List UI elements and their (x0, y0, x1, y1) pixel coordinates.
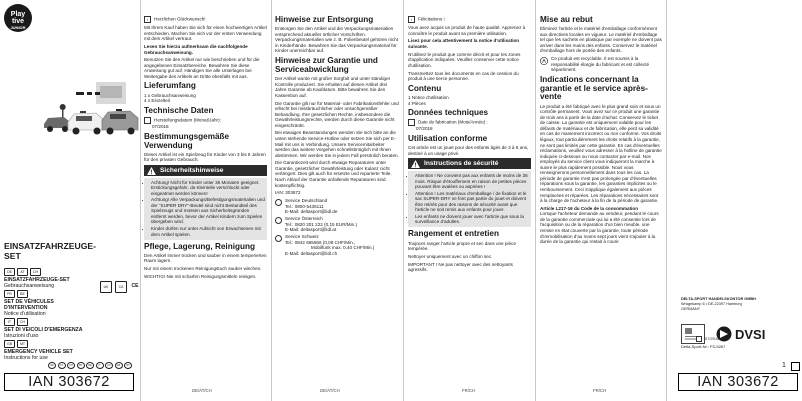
fr-title-1: SET DE VÉHICULES (4, 299, 54, 305)
fr-subtitle: Notice d'utilisation (4, 311, 46, 317)
lang-icon: FR (77, 362, 85, 369)
conformity-marks (100, 281, 140, 293)
playtive-logo (3, 3, 33, 33)
column-de-2 (275, 16, 399, 258)
de-title: EINSATZFAHRZEUGE-SET (4, 277, 70, 283)
ian-label: IAN: 303672 (275, 190, 301, 196)
flag-icon-de: DE (4, 268, 15, 276)
column-de-1 (144, 16, 267, 282)
info-icon: i (408, 16, 415, 23)
lang-icons-gb (4, 340, 138, 348)
warranty-text: Die Garantiezeit wird durch etwaige Reparaturen unter Garantie, gesetzlicher Gewährleistung oder Kulanz nicht verlängert. Dies gilt auch für ersetzte und reparierte Teile. Nach Ablauf der Garantie anfallende Reparaturen sind kostenpflichtig. (275, 160, 392, 188)
cover-ian: IAN 303672 (4, 373, 134, 391)
warranty-article-heading: Article L217-16 du Code de la consommation (540, 205, 639, 211)
warranty-text: Le produit a été fabriqué avec le plus grand soin et sous un contrôle permanent. Vous avez sur ce produit une garantie de trois ans à partir de la date d'achat. Conservez le ticket de caisse. La garantie est uniquement valable pour les défauts de matériaux et de fabrication, elle perd sa validité en cas de maniement incorrect ou non conforme. Vos droits légaux, tout particulièrement les droits relatifs à la garantie, ne sont pas limités par cette garantie. En cas d'éventuelles réclamations, veuillez vous adresser à la hotline de garantie indiquée ci-dessous ou nous contacter par e-mail. Nos employés du service client vous indiqueront la marche à suivre le plus rapidement possible. Nous vous renseignerons personnellement dans tous les cas. La période de garantie n'est pas prolongée par d'éventuelles réparations sous la garantie, les garanties implicites ou le remboursement. Ceci s'applique également aux pièces remplacées et réparées. Les réparations nécessaires sont à la charge de l'acheteur à la fin de la période de garantie. (540, 103, 662, 204)
intro-text-2: N'utilisez le produit que comme décrit et pour les zones d'application indiquées. Veuillez conserver cette notice d'utilisation. (408, 51, 521, 68)
warning-item: • Attention ! Ne convient pas aux enfants de moins de 36 mois. Risque d'étouffement en raison de petites pièces pouvant être avalées ou aspirées ! (415, 173, 529, 190)
heading-bestimmung: Bestimmungsgemäße Verwendung (144, 131, 230, 150)
intro-text-2: Benutzen Sie den Artikel nur wie beschrieben und für die angegebenen Einsatzbereiche. Bewahren Sie diese Anweisung gut auf. Händigen Sie alle Unterlagen bei Weitergabe des Artikels an Dritte ebenfalls mit aus. (144, 57, 260, 79)
ca-mark-icon: CA (115, 281, 127, 293)
fold-label: FR/CH (593, 388, 607, 393)
heading-donnees: Données techniques (408, 108, 489, 118)
heading-entsorgung: Hinweise zur Entsorgung (275, 15, 374, 24)
warning-heading: Sicherheitshinweise (160, 166, 224, 174)
globe-icon (275, 199, 282, 206)
heading-garantie: Hinweise zur Garantie und Serviceabwicklung (275, 56, 378, 74)
info-icon: i (144, 16, 151, 23)
warning-item: • Achtung! Nicht für Kinder unter 36 Monaten geeignet. Erstickungsgefahr, da Kleinteile verschluckt oder eingeatmet werden können! (151, 180, 265, 197)
service-mail: E-Mail: deltasport@lidl.ch (285, 250, 338, 256)
care-text: Den Artikel immer trocken und sauber in einem temperierten Raum lagern. (144, 252, 267, 264)
intended-use-text: Cet article est un jouet pour des enfants âgés de 3 à 8 ans, destiné à un usage privé. (408, 145, 529, 156)
intro-bold: Lesen Sie hierzu aufmerksam die nachfolgende Gebrauchsanweisung. (144, 44, 248, 55)
company-country: GERMANY (681, 307, 701, 311)
fold-label: DE/AT/CH (320, 388, 340, 393)
company-address: Wragekamp 6 • DE-22397 Hamburg (681, 302, 742, 306)
care-text: WICHTIG! Nie mit scharfen Reinigungsmitteln reinigen. (144, 273, 257, 279)
heading-mise-au-rebut: Mise au rebut (540, 15, 593, 24)
heading-contenu: Contenu (408, 83, 442, 93)
heading-utilisation: Utilisation conforme (408, 133, 488, 143)
scope-item: 1 Notice d'utilisation (408, 94, 449, 100)
cover-title-line1: EINSATZFAHRZEUGE- (4, 241, 96, 251)
flag-icon-ch: CH (30, 268, 41, 276)
lang-icon: DE (48, 362, 56, 369)
globe-icon (275, 235, 282, 242)
lang-icon: IT (96, 362, 104, 369)
fold-line (535, 0, 536, 401)
service-ch (275, 234, 399, 256)
it-subtitle: Istruzioni d'uso (4, 333, 39, 339)
warranty-article-text: Lorsque l'acheteur demande au vendeur, pendant le cours de la garantie commerciale qui lui a été consentie lors de l'acquisition ou de la réparation d'un bien meuble, une remise en état couverte par la garantie, toute période d'immobilisation d'au moins sept jours vient s'ajouter à la durée de la garantie qui restait à courir. (540, 211, 659, 245)
cover-title (4, 241, 138, 261)
warranty-text: Bei etwaigen Beanstandungen wenden Sie sich bitte an die unten stehende Service-Hotline oder setzen Sie sich per E-Mail mit uns in Verbindung. Unsere Servicemitarbeiter werden das weitere Vorgehen schnellstmöglich mit Ihnen abstimmen. Wir werden Sie in jedem Fall persönlich beraten. (275, 130, 399, 158)
heading-rangement: Rangement et entretien (408, 229, 499, 239)
back-ian: IAN 303672 (678, 373, 798, 391)
ukca-mark-icon: UK (100, 281, 112, 293)
bottom-lang-icons (48, 362, 132, 369)
lang-icons-it (4, 318, 138, 326)
intro-bold: Lisez pour cela attentivement la notice d'utilisation suivante. (408, 38, 520, 50)
care-text: Nur mit einem trockenen Reinigungstuch sauber wischen. (144, 266, 262, 272)
service-tel: Tel.: 0820 201 222 (0,15 EUR/Min.) (285, 221, 358, 227)
gb-title: EMERGENCY VEHICLE SET (4, 349, 73, 355)
recycle-note (540, 56, 662, 73)
service-de (275, 198, 399, 215)
lang-icon: BE (86, 362, 94, 369)
fold-line (403, 0, 404, 401)
fold-line (666, 0, 667, 401)
service-tel: Mobilfunk max. 0,40 CHF/Min.) (311, 245, 375, 251)
warning-box (144, 165, 267, 176)
delta-sport-number: Delta-Sport-Nr.: FS-5267 (681, 344, 726, 349)
warranty-text: Der Artikel wurde mit großer Sorgfalt und unter ständiger Kontrolle produziert. Sie erhalten auf diesen Artikel drei Jahre Garantie ab Kaufdatum. Bitte bewahren Sie den Kassenbon auf. (275, 76, 391, 98)
warranty-text: Die Garantie gilt nur für Material- oder Fabrikationsfehler und erlischt bei missbräuchlicher oder unsachgemäßer Behandlung. Ihre gesetzlichen Rechte, insbesondere die Gewährleistungsrechte, werden durch diese Garantie nicht eingeschränkt. (275, 100, 399, 128)
lang-icon: CH (67, 362, 75, 369)
page-box-icon (791, 362, 800, 371)
factory-icon (696, 336, 702, 342)
warning-item: • Achtung! Alle Verpackungs/Befestigungsmaterialien und der "SUPER DRY"-Beutel sind nicht Bestandteil des Spielzeugs und müssen aus Sicherheitsgründen entfernt werden, bevor der Artikel Kindern zum Spielen übergeben wird. (151, 197, 265, 225)
intro-text: Mit Ihrem Kauf haben Sie sich für einen hochwertigen Artikel entschieden. Machen Sie sich vor der ersten Verwendung mit dem Artikel vertraut. (144, 25, 267, 42)
warning-box (408, 158, 531, 169)
product-image-vehicles (36, 80, 140, 140)
fold-label: DE/AT/CH (192, 388, 212, 393)
lang-icons-de (4, 268, 138, 276)
warning-item: • Attention ! Les matériaux d'emballage / de fixation et le sac SUPER-DRY ne font pas partie du jouet et doivent être retirés pour des raisons de sécurité avant que l'article ne soit remis aux enfants pour jouer. (415, 191, 529, 213)
service-mail: E-Mail: deltasport@lidl.de (285, 209, 338, 215)
factory-icon (408, 119, 415, 126)
tech-value: 07/2018 (152, 124, 169, 130)
manufacturer-block (681, 297, 799, 312)
care-text: IMPORTANT ! Ne pas nettoyer avec des nettoyants agressifs. (408, 261, 513, 273)
service-title: Service Österreich (285, 216, 323, 222)
scope-item: 1 x Gebrauchsanweisung (144, 92, 196, 98)
warning-heading: Instructions de sécurité (424, 160, 499, 168)
service-mail: E-Mail: deltasport@lidl.at (285, 227, 337, 233)
flag-icon-be: BE (17, 290, 28, 298)
tech-label: Herstellungsdatum (Monat/Jahr): (154, 117, 221, 123)
scope-item: 4 Pièces (408, 100, 426, 106)
flag-icon-mt: MT (17, 340, 28, 348)
company-name: DELTA-SPORT HANDELSKONTOR GMBH (681, 297, 756, 301)
svg-text:JUNIOR: JUNIOR (10, 25, 26, 30)
heading-pflege: Pflege, Lagerung, Reinigung (144, 241, 255, 251)
warning-icon (147, 167, 156, 175)
column-fr-2 (540, 16, 662, 247)
warning-icon (411, 160, 420, 168)
heading-indications-garantie: Indications concernant la garantie et le service après-vente (540, 74, 648, 102)
service-title: Service Schweiz (285, 234, 319, 240)
care-text: Nettoyer uniquement avec un chiffon sec. (408, 253, 493, 259)
svg-text:Play: Play (10, 11, 26, 18)
lang-icon: CH (105, 362, 113, 369)
service-at (275, 216, 399, 233)
service-title: Service Deutschland (285, 198, 328, 203)
intro-text: Vous avez acquis un produit de haute qualité. Apprenez à connaître le produit avant sa première utilisation. (408, 25, 526, 36)
flag-icon-ch: CH (17, 318, 28, 326)
warning-list (408, 171, 531, 227)
congrats-heading: Herzlichen Glückwunsch! (154, 16, 206, 22)
service-tel: Tel.: 0800-5435111 (285, 203, 324, 209)
globe-icon (275, 217, 282, 224)
fold-label: FR/CH (462, 388, 476, 393)
lang-icon: GB (115, 362, 123, 369)
lang-icon: MT (124, 362, 132, 369)
cover-title-line2: SET (4, 251, 21, 261)
flag-icon-gb: GB (4, 340, 15, 348)
tech-value: 07/2018 (416, 126, 433, 132)
gb-subtitle: Instructions for use (4, 355, 48, 361)
fold-line (271, 0, 272, 401)
flag-icon-at: AT (17, 268, 28, 276)
column-fr-1 (408, 16, 531, 275)
tech-label: Date de fabrication (Mois/Année) : (418, 120, 488, 126)
heading-technische-daten: Technische Daten (144, 105, 214, 115)
warning-item: • Kinder dürfen nur unter Aufsicht von Erwachsenen mit dem Artikel spielen. (151, 226, 265, 237)
lang-icon: AT (58, 362, 66, 369)
intro-text-3: Transmettez tous les documents en cas de cession du produit à une tierce personne. (408, 70, 519, 82)
recycle-text: Ce produit est recyclable. Il est soumis à la responsabilité élargie du fabricant et est collecté séparément. (551, 56, 650, 73)
svg-text:tive: tive (11, 18, 25, 25)
ce-mark-icon: CE (131, 283, 139, 289)
it-title: SET DI VEICOLI D'EMERGENZA (4, 327, 83, 333)
intended-use-text: Dieser Artikel ist ein Spielzeug für Kinder von 3 bis 8 Jahren für den privaten Gebrauch. (144, 151, 266, 163)
page-number: 1 (782, 362, 786, 369)
care-text: Toujours ranger l'article propre et sec dans une pièce tempérée. (408, 240, 516, 252)
disposal-text: Éliminez l'article et le matériel d'emballage conformément aux directives locales en vigueur. Le matériel d'emballage tel que les sachets en plastique par exemple ne doivent pas arriver dans les mains des enfants. Conservez le matériel d'emballage hors de portée des enfants. (540, 26, 662, 54)
flag-icon-it: IT (4, 318, 15, 326)
triman-icon (540, 57, 548, 65)
heading-lieferumfang: Lieferumfang (144, 81, 196, 91)
service-tel: Tel.: 0842 665566 (0,08 CHF/Min., (285, 239, 356, 245)
congrats-heading: Félicitations ! (418, 16, 445, 22)
scope-item: 4 x Einzelteil (144, 98, 170, 104)
warning-list (144, 178, 267, 239)
flag-icon-fr: FR (4, 290, 15, 298)
back-date: 07/2018 (705, 336, 720, 342)
dvsi-logo (716, 326, 765, 342)
de-subtitle: Gebrauchsanweisung (4, 283, 55, 289)
warning-item: • Les enfants ne doivent jouer avec l'article que sous la surveillance d'adultes. (415, 214, 529, 225)
dvsi-text: DVSI (735, 326, 766, 342)
disposal-text: Entsorgen Sie den Artikel und die Verpackungsmaterialien entsprechend aktueller örtlicher Vorschriften. Verpackungsmaterialien wie z. B. Folienbeutel gehören nicht in Kinderhände. Bewahren Sie das Verpackungsmaterial für Kinder unerreichbar auf. (275, 26, 399, 54)
back-date-row (696, 336, 719, 342)
factory-icon (144, 117, 151, 124)
fr-title-2: D'INTERVENTION (4, 305, 48, 311)
